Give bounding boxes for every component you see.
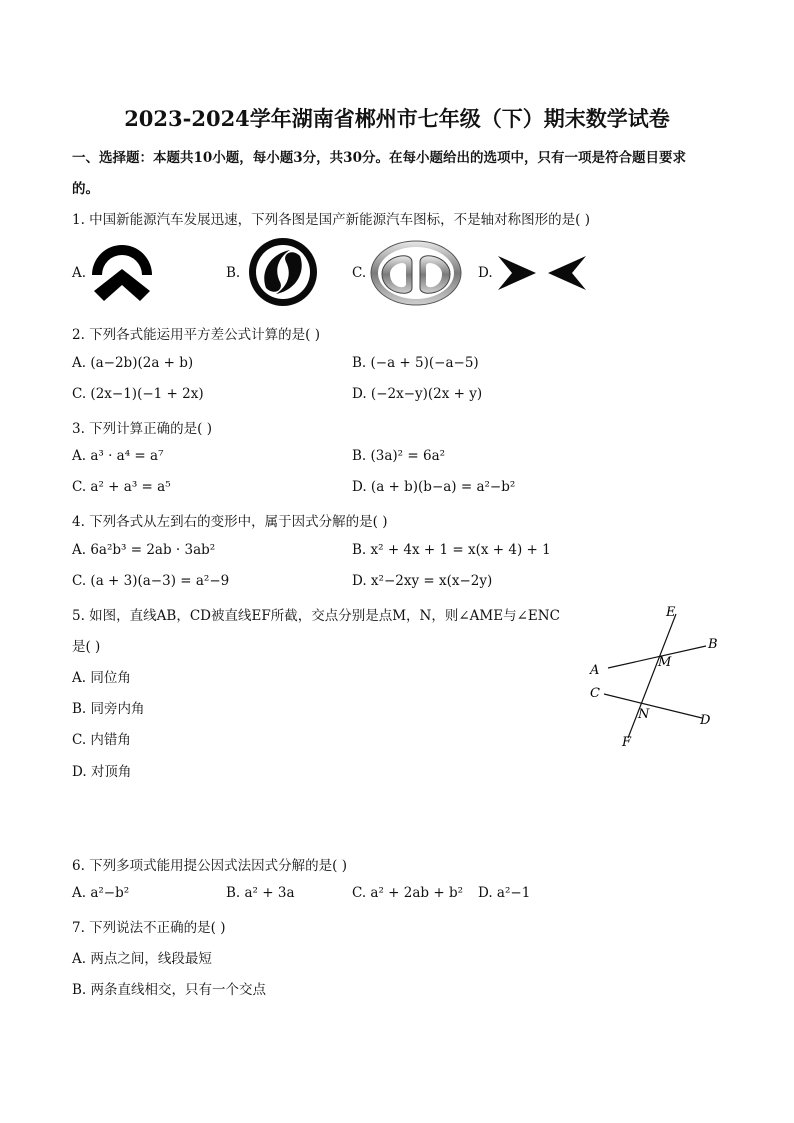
- section-heading-line1: 一、选择题：本题共10小题，每小题3分，共30分。在每小题给出的选项中，只有一项是符合题目要求: [72, 150, 686, 166]
- q4-option-b: B. x² + 4x + 1 = x(x + 4) + 1: [352, 542, 551, 558]
- line-ef: [628, 614, 676, 738]
- q3-option-b: B. (3a)² = 6a²: [352, 448, 446, 464]
- q1-option-a-label: A.: [72, 265, 87, 281]
- q1-option-d-label: D.: [478, 265, 493, 281]
- section-heading-line2: 的。: [72, 181, 99, 197]
- q6-option-b: B. a² + 3a: [226, 885, 295, 901]
- q5-option-b: B. 同旁内角: [72, 701, 145, 717]
- label-f: F: [622, 735, 632, 750]
- q5-option-c: C. 内错角: [72, 732, 131, 748]
- q1-stem: 1. 中国新能源汽车发展迅速，下列各图是国产新能源汽车图标，不是轴对称图形的是( ): [72, 212, 590, 228]
- q4-option-d: D. x²−2xy = x(x−2y): [352, 573, 493, 589]
- q5-stem-line2: 是( ): [72, 639, 101, 655]
- x-wing-logo-icon: [496, 252, 588, 294]
- q1-option-b-label: B.: [226, 265, 241, 281]
- line-cd: [604, 694, 702, 718]
- q7-stem: 7. 下列说法不正确的是( ): [72, 920, 226, 936]
- q2-option-c: C. (2x−1)(−1 + 2x): [72, 386, 204, 402]
- baic-logo-icon: [368, 238, 464, 308]
- q6-stem: 6. 下列多项式能用提公因式法因式分解的是( ): [72, 858, 347, 874]
- label-m: M: [658, 655, 672, 670]
- q4-stem: 4. 下列各式从左到右的变形中，属于因式分解的是( ): [72, 514, 388, 530]
- q2-option-d: D. (−2x−y)(2x + y): [352, 386, 483, 402]
- q5-option-d: D. 对顶角: [72, 764, 132, 780]
- q5-option-a: A. 同位角: [72, 670, 131, 686]
- label-d: D: [700, 713, 711, 728]
- nio-logo-icon: [88, 243, 156, 305]
- q6-option-a: A. a²−b²: [72, 885, 130, 901]
- label-a: A: [590, 663, 600, 678]
- q2-option-b: B. (−a + 5)(−a−5): [352, 355, 479, 371]
- q4-option-c: C. (a + 3)(a−3) = a²−9: [72, 573, 230, 589]
- q4-option-a: A. 6a²b³ = 2ab · 3ab²: [72, 542, 216, 558]
- q3-option-a: A. a³ · a⁴ = a⁷: [72, 448, 164, 464]
- label-n: N: [638, 707, 650, 722]
- q7-option-b: B. 两条直线相交，只有一个交点: [72, 982, 267, 998]
- q3-stem: 3. 下列计算正确的是( ): [72, 421, 212, 437]
- q2-stem: 2. 下列各式能运用平方差公式计算的是( ): [72, 327, 320, 343]
- q1-option-c-label: C.: [352, 265, 367, 281]
- label-c: C: [590, 686, 600, 701]
- q2-option-a: A. (a−2b)(2a + b): [72, 355, 194, 371]
- q3-option-d: D. (a + b)(b−a) = a²−b²: [352, 479, 516, 495]
- q5-stem-line1: 5. 如图，直线AB，CD被直线EF所截，交点分别是点M，N，则∠AME与∠ENC: [72, 608, 560, 624]
- label-e: E: [666, 605, 676, 620]
- q5-geometry-figure: [580, 598, 730, 758]
- q6-option-d: D. a²−1: [478, 885, 531, 901]
- q6-option-c: C. a² + 2ab + b²: [352, 885, 464, 901]
- dongfeng-logo-icon: [244, 236, 322, 308]
- page-title: 2023-2024学年湖南省郴州市七年级（下）期末数学试卷: [124, 106, 670, 131]
- q3-option-c: C. a² + a³ = a⁵: [72, 479, 171, 495]
- label-b: B: [708, 637, 718, 652]
- q7-option-a: A. 两点之间，线段最短: [72, 951, 212, 967]
